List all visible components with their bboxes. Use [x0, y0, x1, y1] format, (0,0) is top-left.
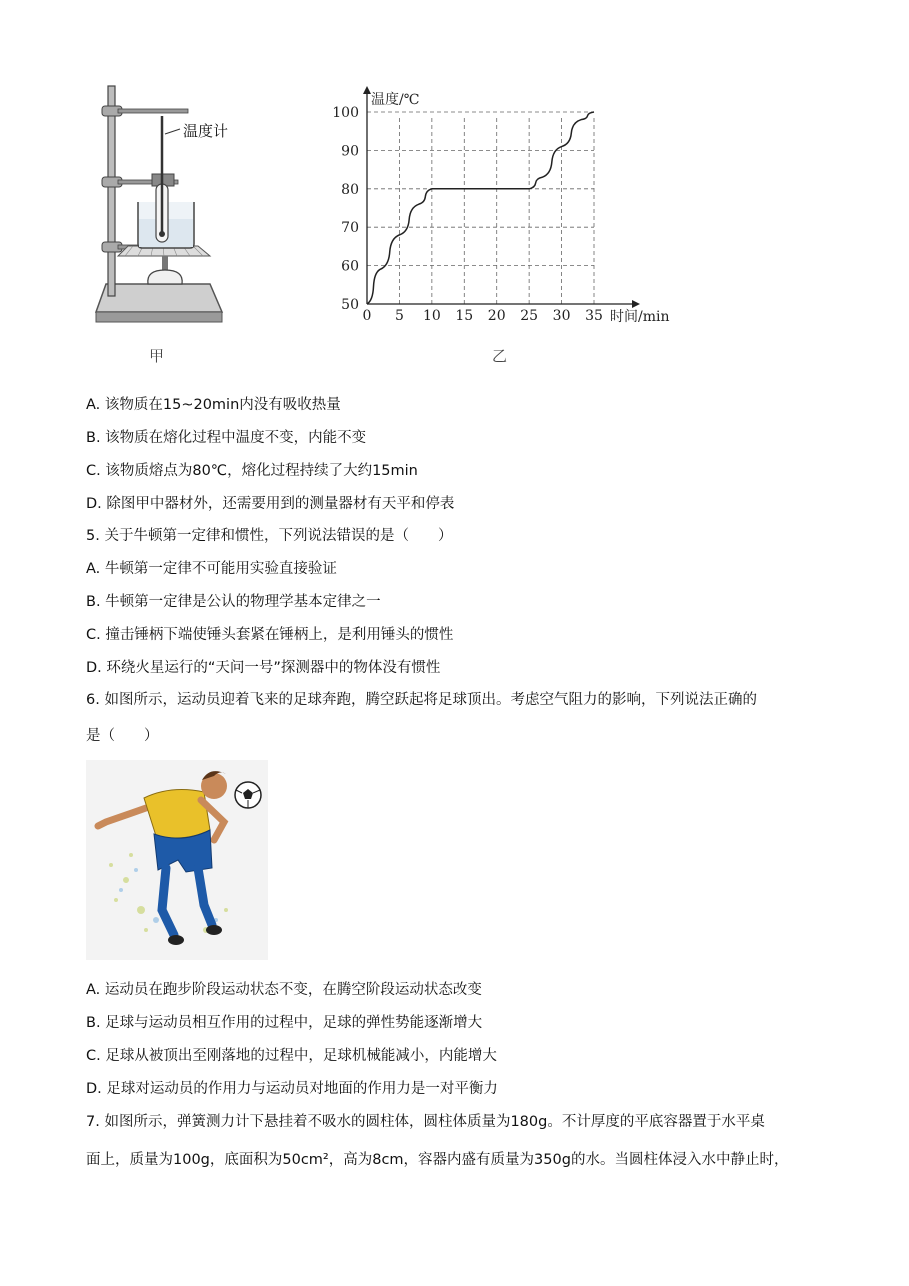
q7-line2: 面上，质量为100g，底面积为50cm²，高为8cm，容器内盛有质量为350g的水。当圆柱体浸入水中静止时，	[86, 1152, 789, 1168]
x-tick-label: 20	[487, 308, 506, 324]
temperature-curve	[367, 112, 594, 304]
x-tick-label: 35	[585, 308, 603, 324]
figure-yi-caption: 乙	[492, 347, 508, 365]
q7-line1: 7. 如图所示，弹簧测力计下悬挂着不吸水的圆柱体，圆柱体质量为180g。不计厚度的平底容器置于水平桌	[86, 1114, 765, 1130]
y-tick-label: 100	[332, 105, 359, 121]
q5-option-d: D. 环绕火星运行的“天问一号”探测器中的物体没有惯性	[86, 660, 441, 676]
figure-yi-chart	[330, 84, 700, 334]
q5-option-b: B. 牛顿第一定律是公认的物理学基本定律之一	[86, 594, 381, 610]
q4-option-c: C. 该物质熔点为80℃，熔化过程持续了大约15min	[86, 463, 418, 479]
x-tick-label: 0	[362, 308, 372, 324]
y-tick-label: 60	[341, 258, 359, 275]
figure-jia-caption: 甲	[149, 347, 165, 365]
y-tick-label: 50	[341, 297, 359, 313]
melting-apparatus-illustration	[88, 84, 258, 334]
y-axis-arrow	[363, 86, 371, 94]
y-axis-label: 温度/℃	[371, 92, 420, 108]
q5-stem: 5. 关于牛顿第一定律和惯性，下列说法错误的是（ ）	[86, 528, 453, 544]
x-tick-label: 15	[455, 308, 474, 324]
q4-option-a: A. 该物质在15~20min内没有吸收热量	[86, 397, 341, 413]
q6-stem-line1: 6. 如图所示，运动员迎着飞来的足球奔跑，腾空跃起将足球顶出。考虑空气阻力的影响，下列说法正确的	[86, 692, 757, 708]
q6-option-c: C. 足球从被顶出至刚落地的过程中，足球机械能减小，内能增大	[86, 1048, 497, 1064]
thermometer-label: 温度计	[183, 122, 229, 140]
q5-option-a: A. 牛顿第一定律不可能用实验直接验证	[86, 561, 337, 577]
x-tick-label: 5	[394, 308, 404, 324]
q6-option-b: B. 足球与运动员相互作用的过程中，足球的弹性势能逐渐增大	[86, 1015, 483, 1031]
x-axis-arrow	[632, 300, 640, 308]
x-axis-label: 时间/min	[610, 309, 670, 325]
q6-option-d: D. 足球对运动员的作用力与运动员对地面的作用力是一对平衡力	[86, 1081, 498, 1097]
temperature-time-chart	[330, 84, 700, 334]
y-tick-label: 90	[341, 143, 359, 160]
x-tick-label: 30	[552, 308, 571, 324]
q5-option-c: C. 撞击锤柄下端使锤头套紧在锤柄上，是利用锤头的惯性	[86, 627, 454, 643]
figure-jia	[88, 84, 258, 334]
soccer-player-image	[86, 760, 268, 960]
q4-option-d: D. 除图甲中器材外，还需要用到的测量器材有天平和停表	[86, 496, 455, 512]
y-tick-label: 80	[341, 181, 359, 198]
x-tick-label: 10	[422, 308, 441, 324]
x-tick-label: 25	[520, 308, 539, 324]
q6-stem-line2: 是（ ）	[86, 728, 159, 744]
q4-option-b: B. 该物质在熔化过程中温度不变，内能不变	[86, 430, 367, 446]
q6-option-a: A. 运动员在跑步阶段运动状态不变，在腾空阶段运动状态改变	[86, 982, 482, 998]
soccer-player-illustration	[86, 760, 268, 960]
y-tick-label: 70	[341, 220, 359, 237]
